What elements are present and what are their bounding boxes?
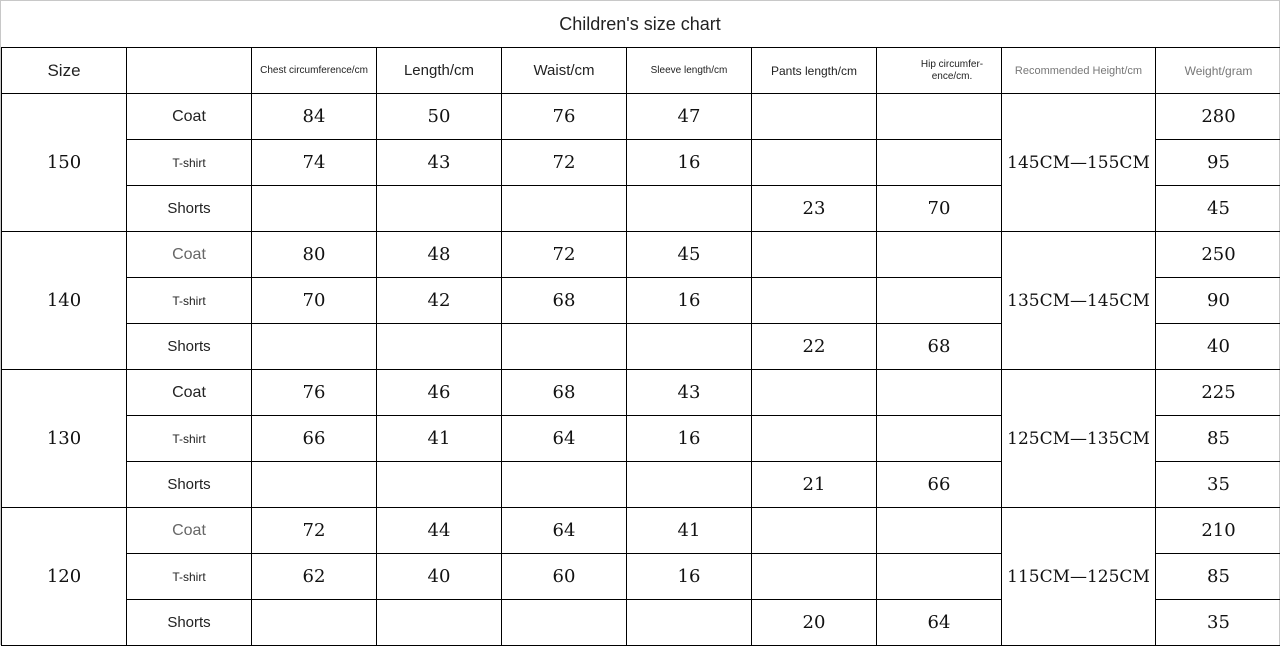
length-cell: 42 xyxy=(377,278,502,324)
header-waist: Waist/cm xyxy=(502,48,627,94)
chest-cell xyxy=(252,324,377,370)
weight-cell: 85 xyxy=(1156,554,1280,600)
waist-cell xyxy=(502,600,627,646)
waist-cell: 76 xyxy=(502,94,627,140)
chest-cell: 72 xyxy=(252,508,377,554)
length-cell xyxy=(377,600,502,646)
garment-type-cell: T-shirt xyxy=(127,278,252,324)
pants-cell: 20 xyxy=(752,600,877,646)
hip-cell xyxy=(877,370,1002,416)
hip-cell xyxy=(877,94,1002,140)
length-cell: 43 xyxy=(377,140,502,186)
length-cell xyxy=(377,186,502,232)
hip-cell xyxy=(877,232,1002,278)
weight-cell: 90 xyxy=(1156,278,1280,324)
pants-cell xyxy=(752,94,877,140)
chest-cell: 80 xyxy=(252,232,377,278)
sleeve-cell: 43 xyxy=(627,370,752,416)
sleeve-cell: 47 xyxy=(627,94,752,140)
chest-cell: 66 xyxy=(252,416,377,462)
waist-cell: 72 xyxy=(502,232,627,278)
weight-cell: 85 xyxy=(1156,416,1280,462)
weight-cell: 40 xyxy=(1156,324,1280,370)
header-weight: Weight/gram xyxy=(1156,48,1280,94)
pants-cell: 22 xyxy=(752,324,877,370)
chest-cell xyxy=(252,600,377,646)
header-length: Length/cm xyxy=(377,48,502,94)
weight-cell: 35 xyxy=(1156,462,1280,508)
hip-cell xyxy=(877,416,1002,462)
waist-cell: 68 xyxy=(502,370,627,416)
weight-cell: 280 xyxy=(1156,94,1280,140)
weight-cell: 95 xyxy=(1156,140,1280,186)
header-sleeve: Sleeve length/cm xyxy=(627,48,752,94)
pants-cell xyxy=(752,278,877,324)
header-size: Size xyxy=(2,48,127,94)
waist-cell xyxy=(502,324,627,370)
garment-type-cell: Shorts xyxy=(127,462,252,508)
sleeve-cell xyxy=(627,600,752,646)
pants-cell: 21 xyxy=(752,462,877,508)
chest-cell xyxy=(252,462,377,508)
length-cell: 48 xyxy=(377,232,502,278)
waist-cell xyxy=(502,186,627,232)
chart-title: Children's size chart xyxy=(1,1,1279,48)
hip-cell xyxy=(877,508,1002,554)
length-cell: 41 xyxy=(377,416,502,462)
size-cell: 140 xyxy=(2,232,127,370)
size-table xyxy=(1,47,1280,646)
chest-cell xyxy=(252,186,377,232)
pants-cell xyxy=(752,508,877,554)
table-row xyxy=(2,94,1280,140)
sleeve-cell xyxy=(627,186,752,232)
sleeve-cell: 16 xyxy=(627,416,752,462)
weight-cell: 45 xyxy=(1156,186,1280,232)
chest-cell: 62 xyxy=(252,554,377,600)
weight-cell: 210 xyxy=(1156,508,1280,554)
table-body xyxy=(2,94,1280,646)
length-cell: 46 xyxy=(377,370,502,416)
sleeve-cell: 16 xyxy=(627,278,752,324)
chest-cell: 76 xyxy=(252,370,377,416)
recommended-height-cell: 115CM—125CM xyxy=(1002,508,1156,646)
table-row xyxy=(2,232,1280,278)
length-cell: 44 xyxy=(377,508,502,554)
recommended-height-cell: 125CM—135CM xyxy=(1002,370,1156,508)
header-row xyxy=(2,48,1280,94)
size-cell: 130 xyxy=(2,370,127,508)
garment-type-cell: Coat xyxy=(127,94,252,140)
hip-cell: 64 xyxy=(877,600,1002,646)
weight-cell: 225 xyxy=(1156,370,1280,416)
chest-cell: 74 xyxy=(252,140,377,186)
sleeve-cell: 45 xyxy=(627,232,752,278)
header-hip: Hip circumfer-ence/cm. xyxy=(877,48,1002,94)
length-cell xyxy=(377,462,502,508)
garment-type-cell: T-shirt xyxy=(127,416,252,462)
hip-cell: 66 xyxy=(877,462,1002,508)
sleeve-cell: 16 xyxy=(627,554,752,600)
sleeve-cell xyxy=(627,462,752,508)
hip-cell: 68 xyxy=(877,324,1002,370)
pants-cell xyxy=(752,416,877,462)
waist-cell: 60 xyxy=(502,554,627,600)
recommended-height-cell: 135CM—145CM xyxy=(1002,232,1156,370)
waist-cell: 68 xyxy=(502,278,627,324)
hip-cell xyxy=(877,278,1002,324)
hip-cell: 70 xyxy=(877,186,1002,232)
pants-cell: 23 xyxy=(752,186,877,232)
waist-cell: 64 xyxy=(502,416,627,462)
garment-type-cell: Coat xyxy=(127,508,252,554)
waist-cell: 72 xyxy=(502,140,627,186)
garment-type-cell: Coat xyxy=(127,232,252,278)
chest-cell: 84 xyxy=(252,94,377,140)
pants-cell xyxy=(752,232,877,278)
header-chest: Chest circumference/cm xyxy=(252,48,377,94)
table-row xyxy=(2,370,1280,416)
garment-type-cell: Shorts xyxy=(127,186,252,232)
weight-cell: 35 xyxy=(1156,600,1280,646)
size-cell: 120 xyxy=(2,508,127,646)
length-cell: 40 xyxy=(377,554,502,600)
size-cell: 150 xyxy=(2,94,127,232)
waist-cell: 64 xyxy=(502,508,627,554)
recommended-height-cell: 145CM—155CM xyxy=(1002,94,1156,232)
header-type xyxy=(127,48,252,94)
hip-cell xyxy=(877,140,1002,186)
length-cell xyxy=(377,324,502,370)
garment-type-cell: Shorts xyxy=(127,324,252,370)
pants-cell xyxy=(752,370,877,416)
pants-cell xyxy=(752,554,877,600)
sleeve-cell: 16 xyxy=(627,140,752,186)
weight-cell: 250 xyxy=(1156,232,1280,278)
hip-cell xyxy=(877,554,1002,600)
pants-cell xyxy=(752,140,877,186)
chest-cell: 70 xyxy=(252,278,377,324)
sleeve-cell: 41 xyxy=(627,508,752,554)
garment-type-cell: Shorts xyxy=(127,600,252,646)
length-cell: 50 xyxy=(377,94,502,140)
sleeve-cell xyxy=(627,324,752,370)
garment-type-cell: Coat xyxy=(127,370,252,416)
header-pants: Pants length/cm xyxy=(752,48,877,94)
table-row xyxy=(2,508,1280,554)
header-height: Recommended Height/cm xyxy=(1002,48,1156,94)
waist-cell xyxy=(502,462,627,508)
garment-type-cell: T-shirt xyxy=(127,554,252,600)
garment-type-cell: T-shirt xyxy=(127,140,252,186)
